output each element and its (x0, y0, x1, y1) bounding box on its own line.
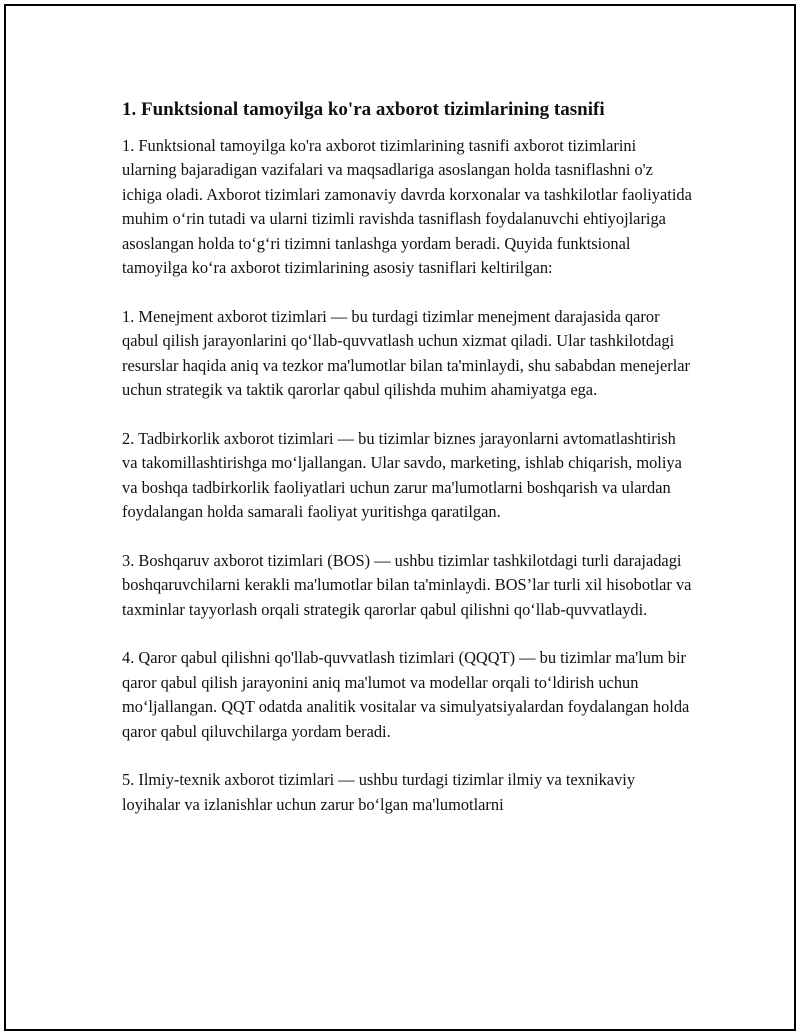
paragraph-decision-support-systems: 4. Qaror qabul qilishni qo'llab-quvvatlash tizimlari (QQQT) — bu tizimlar ma'lum bir qaror qabul qilish jarayonini aniq ma'lumot va modellar orqali toʻldirish uchun moʻljallangan. QQT odatda analitik vositalar va simulyatsiyalardan foydalangan holda qaror qabul qiluvchilarga yordam beradi. (122, 648, 690, 741)
paragraph-management-systems: 1. Menejment axborot tizimlari — bu turdagi tizimlar menejment darajasida qaror qabul qilish jarayonlarini qoʻllab-quvvatlash uchun xizmat qiladi. Ular tashkilotdagi resurslar haqida aniq va tezkor ma'lumotlar bilan ta'minlaydi, shu sababdan menejerlar uchun strategik va taktik qarorlar qabul qilishda muhim ahamiyatga ega. (122, 306, 690, 400)
paragraph-business-systems: 2. Tadbirkorlik axborot tizimlari — bu tizimlar biznes jarayonlarni avtomatlashtirish va takomillashtirishga moʻljallangan. Ular savdo, marketing, ishlab chiqarish, moliya va boshqa tadbirkorlik faoliyatlari uchun zarur ma'lumotlarni boshqarish va ulardan foydalangan holda samarali faoliyat yuritishga qaratilgan. (122, 428, 682, 522)
paragraph-scientific-technical-systems: 5. Ilmiy-texnik axborot tizimlari — ushbu turdagi tizimlar ilmiy va texnikaviy loyihalar va izlanishlar uchun zarur boʻlgan ma'lumotlarni (122, 770, 636, 814)
document-heading: 1. Funktsional tamoyilga ko'ra axborot tizimlarining tasnifi (122, 99, 605, 120)
intro-paragraph: 1. Funktsional tamoyilga ko'ra axborot tizimlarining tasnifi axborot tizimlarini ularning bajaradigan vazifalari va maqsadlariga asoslangan holda tasniflashni o'z ichiga oladi. Axborot tizimlari zamonaviy davrda korxonalar va tashkilotlar faoliyatida muhim oʻrin tutadi va ularni tizimli ravishda tasniflash foydalanuvchi ehtiyojlariga asoslangan holda toʻgʻri tizimni tanlashga yordam beradi. Quyida funktsional tamoyilga koʻra axborot tizimlarining asosiy tasniflari keltirilgan: (122, 136, 692, 278)
page-frame (4, 4, 796, 1031)
paragraph-control-systems: 3. Boshqaruv axborot tizimlari (BOS) — ushbu tizimlar tashkilotdagi turli darajadagi boshqaruvchilarni kerakli ma'lumotlar bilan ta'minlaydi. BOS’lar turli xil hisobotlar va taxminlar tayyorlash orqali strategik qarorlar qabul qilishni qoʻllab-quvvatlaydi. (122, 550, 692, 619)
document-body (122, 98, 694, 842)
